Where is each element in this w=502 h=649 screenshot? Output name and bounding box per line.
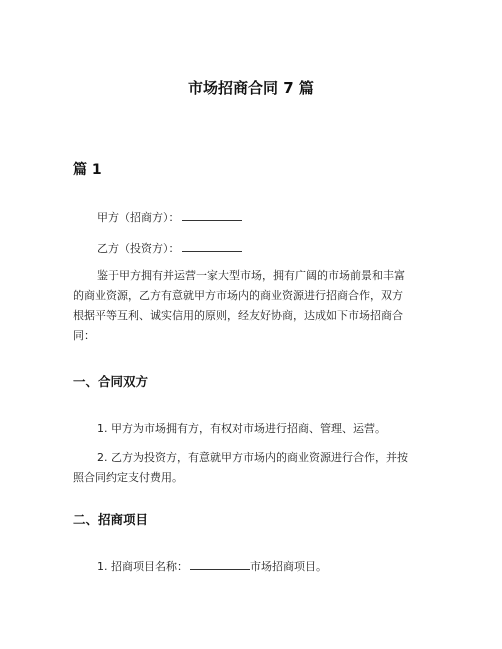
heading-contract-parties: 一、合同双方 xyxy=(73,374,149,389)
party-a-blank xyxy=(182,209,242,221)
clause-line: 2. 乙方为投资方，有意就甲方市场内的商业资源进行合作，并按 xyxy=(97,451,408,464)
clause-2-1 xyxy=(97,558,327,575)
party-a-line xyxy=(97,209,242,226)
section-label: 篇 1 xyxy=(73,162,102,178)
intro-line: 同： xyxy=(73,329,95,342)
project-name-suffix: 市场招商项目。 xyxy=(250,560,327,573)
party-b-blank xyxy=(182,240,242,252)
intro-line: 的商业资源，乙方有意就甲方市场内的商业资源进行招商合作，双方 xyxy=(73,289,403,302)
party-a-label: 甲方（招商方）： xyxy=(97,211,180,224)
party-b-line xyxy=(97,240,242,257)
heading-investment-project: 二、招商项目 xyxy=(73,512,149,527)
clause-line: 照合同约定支付费用。 xyxy=(73,471,183,484)
intro-line: 鉴于甲方拥有并运营一家大型市场，拥有广阔的市场前景和丰富 xyxy=(97,269,405,282)
clause-1-2 xyxy=(73,448,433,488)
document-title: 市场招商合同 7 篇 xyxy=(188,79,314,97)
project-name-label: 1. 招商项目名称： xyxy=(97,560,188,573)
project-name-blank xyxy=(190,558,250,570)
party-b-label: 乙方（投资方）： xyxy=(97,242,180,255)
intro-line: 根据平等互利、诚实信用的原则，经友好协商，达成如下市场招商合 xyxy=(73,309,403,322)
intro-paragraph xyxy=(73,266,433,346)
clause-1-1: 1. 甲方为市场拥有方，有权对市场进行招商、管理、运营。 xyxy=(97,422,386,435)
